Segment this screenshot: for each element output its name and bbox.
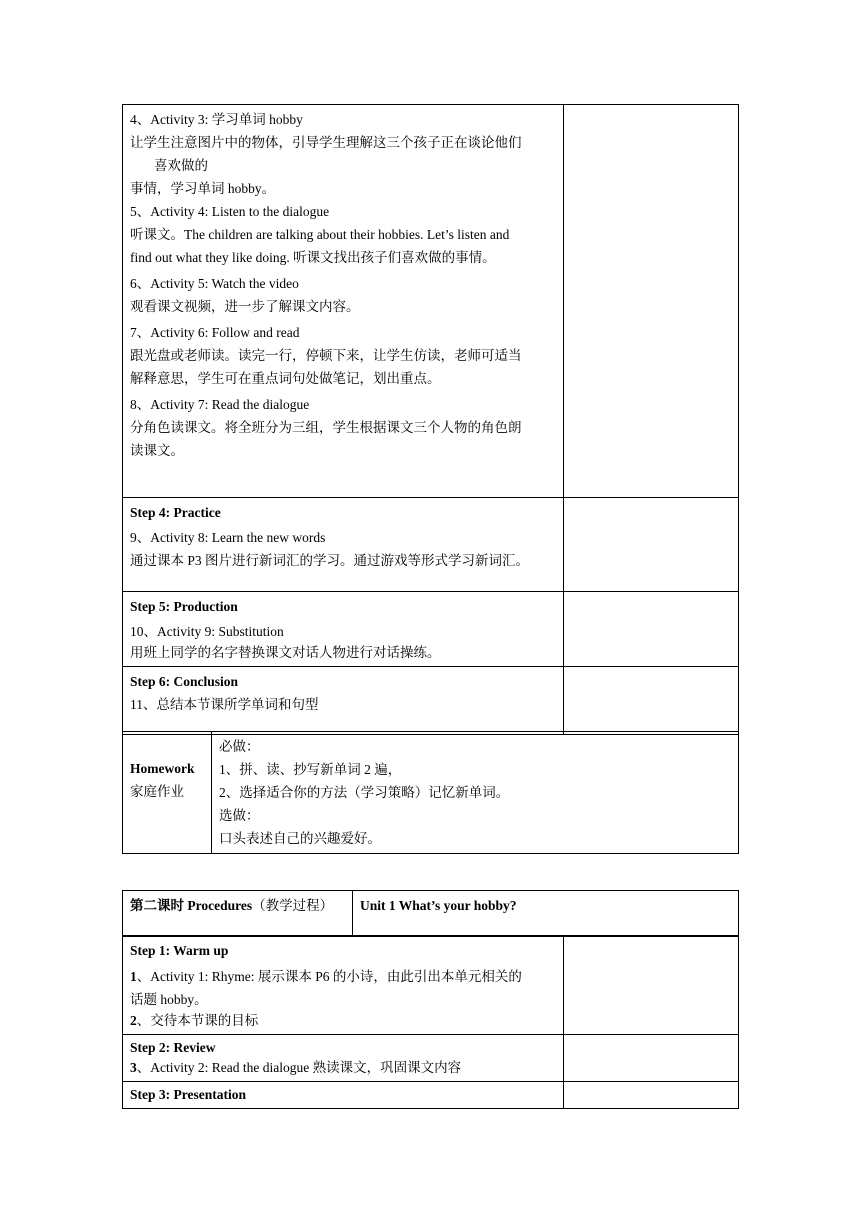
notes-cell (564, 1035, 739, 1082)
lesson2-header-cell: 第二课时 Procedures（教学过程） (123, 891, 353, 937)
unit-title: Unit 1 What’s your hobby? (360, 898, 517, 913)
step2-cell: Step 2: Review 3、Activity 2: Read the dialogue 熟读课文，巩固课文内容 (123, 1035, 564, 1082)
notes-cell (564, 592, 739, 667)
step1-title: Step 1: Warm up (130, 943, 229, 958)
notes-cell (564, 667, 739, 735)
lesson-procedure-table-2-body (122, 935, 739, 1109)
lesson-procedure-table-2 (122, 890, 739, 937)
step5-cell: Step 5: Production 10、Activity 9: Substitution 用班上同学的名字替换课文对话人物进行对话操练。 (123, 592, 564, 667)
step4-title: Step 4: Practice (130, 505, 221, 520)
step6-title: Step 6: Conclusion (130, 674, 239, 689)
step5-title: Step 5: Production (130, 599, 238, 614)
homework-label-cell: Homework 家庭作业 (123, 732, 212, 854)
activities-cell: 4、Activity 3: 学习单词 hobby 让学生注意图片中的物体，引导学生理解这三个孩子正在谈论他们 喜欢做的 事情，学习单词 hobby。 5、Activity 4: Listen to the dialogue 听课文。The children are talking about their hobbies. Let’s listen and find out what they like doing. 听课文找出孩子们喜欢做的事情。 6、Activity 5: Watch the video 观看课文视频，进一步了解课文内容。 7、Activity 6: Follow and read 跟光盘或老师读。读完一行，停顿下来，让学生仿读，老师可适当 解释意思，学生可在重点词句处做笔记，划出重点。 8、Activity 7: Read the dialogue 分角色读课文。将全班分为三组，学生根据课文三个人物的角色朗 读课文。 (123, 105, 564, 498)
notes-cell (564, 1082, 739, 1109)
step3-cell (123, 1082, 564, 1109)
homework-content-cell: 必做： 1、拼、读、抄写新单词 2 遍， 2、选择适合你的方法（学习策略）记忆新单词。 选做： 口头表述自己的兴趣爱好。 (212, 732, 739, 854)
step3-title: Step 3: Presentation (130, 1087, 246, 1102)
homework-table (122, 731, 739, 854)
notes-cell (564, 105, 739, 498)
notes-cell (564, 498, 739, 592)
lesson-procedure-table-1 (122, 104, 739, 735)
step4-cell: Step 4: Practice 9、Activity 8: Learn the new words 通过课本 P3 图片进行新词汇的学习。通过游戏等形式学习新词汇。 (123, 498, 564, 592)
step1-cell: Step 1: Warm up 1、Activity 1: Rhyme: 展示课本 P6 的小诗，由此引出本单元相关的 话题 hobby。 2、交待本节课的目标 (123, 936, 564, 1035)
step2-title: Step 2: Review (130, 1040, 216, 1055)
unit-title-cell (353, 891, 739, 937)
notes-cell (564, 936, 739, 1035)
step6-cell: Step 6: Conclusion 11、总结本节课所学单词和句型 (123, 667, 564, 735)
